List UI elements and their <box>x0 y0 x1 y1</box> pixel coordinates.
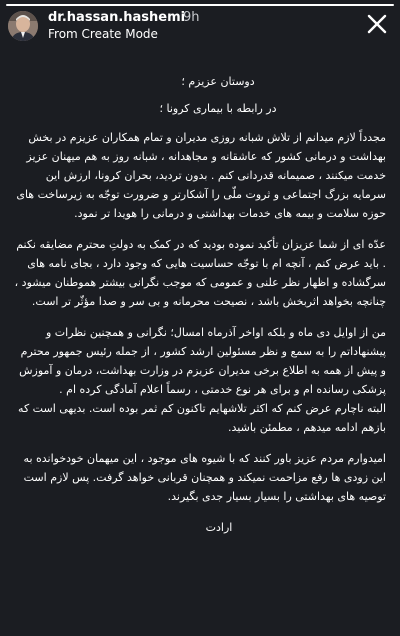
story-header <box>0 6 400 44</box>
paragraph-efforts: البته ناچارم عرض کنم که اکثر تلاشهایم تاکنون کم ثمر بوده است. بدیهی است که بازهم ادامه میدهم ، مطمئن باشید. <box>18 402 386 434</box>
avatar-image <box>8 11 38 41</box>
avatar[interactable] <box>8 11 38 41</box>
signoff: ارادت <box>205 521 233 534</box>
salutation: دوستان عزیزم ؛ <box>181 75 255 88</box>
paragraph-government-help: عدّه ای از شما عزیزان تأکید نموده بودید که در کمک به دولتِ محترم مضایقه نکنم . باید عرض کنم ، آنچه ام با توجّه حساسیت هایی که وجود دارد ، بجای نامه های سرگشاده و اظهار نظر علنی و عمومی که موجب نگرانی بیشتر هموطنان میشود ، چنانچه بخواهد اثربخش باشد ، نصیحت محرمانه و بی سر و صدا مؤثّر تر است. <box>14 238 386 308</box>
paragraph-gratitude: مجدداً لازم میدانم از تلاش شبانه روزی مدیران و تمام همکاران عزیزم در بخش بهداشت و درمانی کشور که عاشقانه و مجاهدانه ، شبانه روز به هم میهنان عزیز خدمت میکنند ، صمیمانه قدردانی کنم . بدون تردید، بحران کرونا، ارزش این سرمایه بزرگ اجتماعی و ثروت ملّی را آشکارتر و ضرورت توجّه به زیرساخت های حوزه سلامت و بیمه های خدمات بهداشتی و درمانی را هویدا تر نمود. <box>16 131 386 220</box>
story-subtitle: From Create Mode <box>48 27 158 41</box>
letter-text <box>12 72 386 628</box>
paragraph-early-warnings: من از اوایل دی ماه و بلکه اواخر آذرماه امسال؛ نگرانی و همچنین نظرات و پیشنهاداتم را به سمع و نظر مسئولین ارشد کشور ، از جمله رئیس جمهور محترم و پیش از همه به اطلاع برخی مدیران عزیزم در وزارت بهداشت، درمان و آموزش پزشکی رسانده ام و برای هر نوع خدمتی ، رسماً اعلام آمادگی کرده ام . <box>19 326 386 396</box>
letter-topic: در رابطه با بیماری کرونا ؛ <box>159 102 277 115</box>
username[interactable]: dr.hassan.hashemi <box>48 10 186 25</box>
post-time: 9h <box>183 10 200 25</box>
close-icon[interactable] <box>364 11 390 37</box>
paragraph-hope: امیدوارم مردم عزیز باور کنند که با شیوه های موجود ، این میهمان خودخوانده به این زودی ها رفع مزاحمت نمیکند و همچنان قربانی خواهد گرفت. پس لازم است توصیه های بهداشتی را بسیار بسیار جدی بگیرند. <box>23 452 386 503</box>
